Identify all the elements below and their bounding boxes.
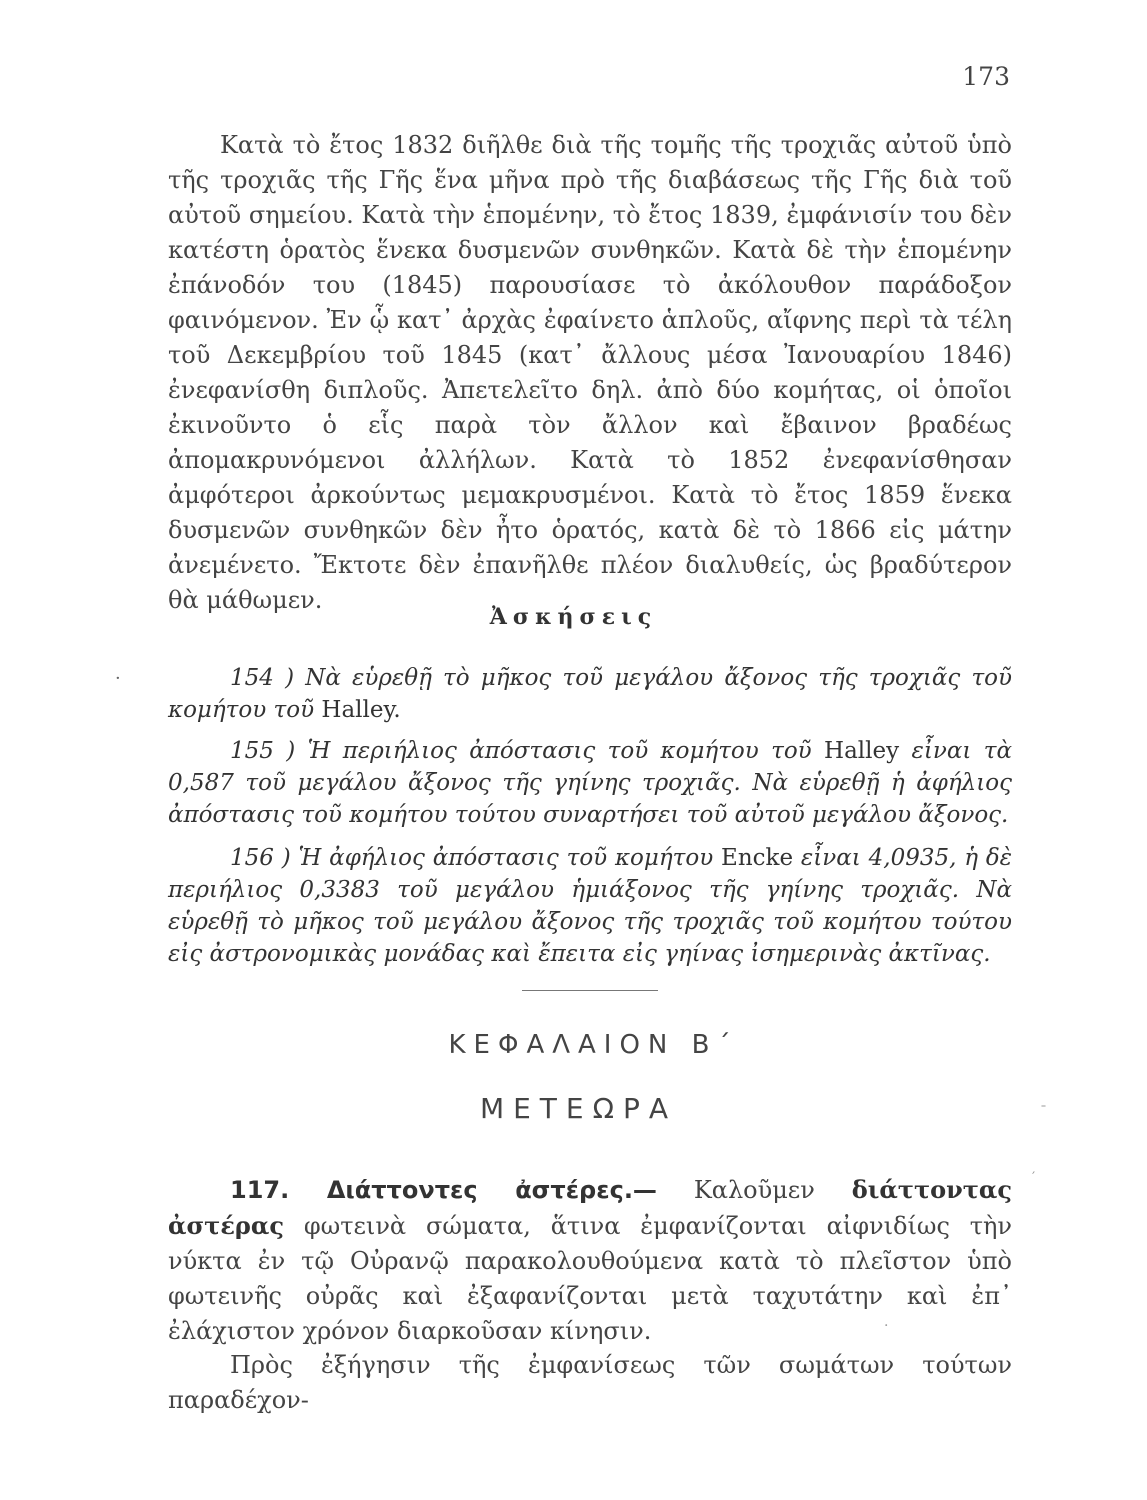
scan-speck: ˉ (1040, 1104, 1047, 1120)
paragraph-text-cont: φωτεινὰ σώματα, ἅτινα ἐμφανίζονται αἰφνιδίως τὴν νύκτα ἐν τῷ Οὐρανῷ παρακολουθούμενα κατὰ τὸ πλεῖστον ὑπὸ φωτεινῆς οὐρᾶς καὶ ἐξαφανίζονται μετὰ ταχυτάτην καὶ ἐπ᾽ ἐλάχιστον χρόνον διαρκοῦσαν κίνησιν. (168, 1212, 1012, 1345)
section-divider (522, 990, 658, 991)
body-paragraph-explanation (168, 1348, 1012, 1418)
exercise-text-cont: εἶναι τὰ 0,587 τοῦ μεγάλου ἄξονος τῆς γηίνης τροχιᾶς. Νὰ εὑρεθῇ ἡ ἀφήλιος ἀπόστασις τοῦ κομήτου τούτου συναρτήσει τοῦ αὐτοῦ μεγάλου ἄξονος. (168, 738, 1012, 828)
comet-name: Halley. (321, 697, 401, 723)
section-title: ΜΕΤΕΩΡΑ (479, 1092, 678, 1125)
exercises-heading: Ἀσκήσεις (489, 604, 658, 630)
bold-term: διάττοντας ἀστέρας (168, 1175, 1012, 1240)
exercise-156 (168, 842, 1012, 970)
comet-name: Halley (824, 738, 900, 764)
exercise-155 (168, 735, 1012, 831)
exercise-number: 156 ) (230, 845, 291, 871)
exercise-154 (168, 662, 1012, 726)
exercise-text: Ἡ ἀφήλιος ἀπόστασις τοῦ κομήτου (298, 845, 714, 871)
paragraph-text: Πρὸς ἐξήγησιν τῆς ἐμφανίσεως τῶν σωμάτων τούτων παραδέχον- (168, 1351, 1012, 1414)
page-number: 173 (962, 62, 1010, 91)
paragraph-text: Κατὰ τὸ ἔτος 1832 διῆλθε διὰ τῆς τομῆς τῆς τροχιᾶς αὐτοῦ ὑπὸ τῆς τροχιᾶς τῆς Γῆς ἕνα μῆνα πρὸ τῆς διαβάσεως τῆς Γῆς διὰ τοῦ αὐτοῦ σημείου. Κατὰ τὴν ἑπομένην, τὸ ἔτος 1839, ἐμφάνισίν του δὲν κατέστη ὁρατὸς ἕνεκα δυσμενῶν συνθηκῶν. Κατὰ δὲ τὴν ἑπομένην ἐπάνοδόν του (1845) παρουσίασε τὸ ἀκόλουθον παράδοξον φαινόμενον. Ἐν ᾧ κατ᾽ ἀρχὰς ἐφαίνετο ἁπλοῦς, αἴφνης περὶ τὰ τέλη τοῦ Δεκεμβρίου τοῦ 1845 (κατ᾽ ἄλλους μέσα Ἰανουαρίου 1846) ἐνεφανίσθη διπλοῦς. Ἀπετελεῖτο δηλ. ἀπὸ δύο κομήτας, οἱ ὁποῖοι ἐκινοῦντο ὁ εἷς παρὰ τὸν ἄλλον καὶ ἔβαινον βραδέως ἀπομακρυνόμενοι ἀλλήλων. Κατὰ τὸ 1852 ἐνεφανίσθησαν ἀμφότεροι ἀρκούντως μεμακρυσμένοι. Κατὰ τὸ ἔτος 1859 ἕνεκα δυσμενῶν συνθηκῶν δὲν ἦτο ὁρατός, κατὰ δὲ τὸ 1866 εἰς μάτην ἀνεμένετο. Ἔκτοτε δὲν ἐπανῆλθε πλέον διαλυθείς, ὡς βραδύτερον θὰ μάθωμεν. (168, 131, 1012, 614)
scan-speck: · (884, 1318, 889, 1334)
exercise-text: Νὰ εὑρεθῇ τὸ μῆκος τοῦ μεγάλου ἄξονος τῆς τροχιᾶς τοῦ κομήτου τοῦ (168, 665, 1012, 723)
exercise-number: 155 ) (230, 738, 296, 764)
paragraph-text: Καλοῦμεν (693, 1176, 815, 1204)
exercise-text: Ἡ περιήλιος ἀπόστασις τοῦ κομήτου τοῦ (307, 738, 812, 764)
section-lead: 117. Διάττοντες ἀστέρες.— (230, 1176, 657, 1204)
comet-name: Encke (721, 845, 794, 871)
margin-mark: · (115, 668, 121, 689)
chapter-heading: ΚΕΦΑΛΑΙΟΝ Β΄ (448, 1030, 739, 1060)
exercise-number: 154 ) (230, 665, 295, 691)
body-paragraph-comet (168, 128, 1012, 618)
exercise-text-cont: εἶναι 4,0935, ἡ δὲ περιήλιος 0,3383 τοῦ μεγάλου ἡμιάξονος τῆς γηίνης τροχιᾶς. Νὰ εὑρεθῇ τὸ μῆκος τοῦ μεγάλου ἄξονος τῆς τροχιᾶς τοῦ κομήτου τούτου εἰς ἀστρονομικὰς μονάδας καὶ ἔπειτα εἰς γηίνας ἰσημερινὰς ἀκτῖνας. (168, 845, 1013, 967)
scan-speck: ′ (1032, 1170, 1036, 1186)
